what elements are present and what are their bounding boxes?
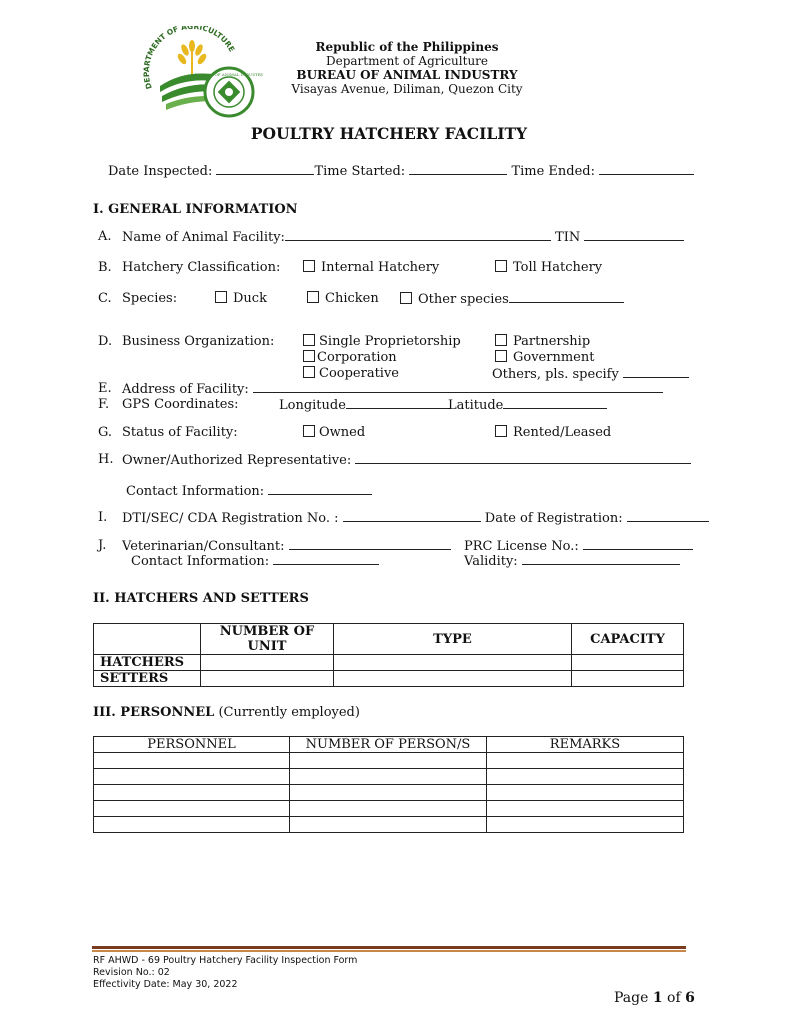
table-row [94,655,684,671]
registration-no-field[interactable] [343,510,481,522]
veterinarian-field[interactable] [289,538,451,550]
latitude-field[interactable] [503,397,607,409]
veterinarian-label: Veterinarian/Consultant: [122,539,285,554]
owner-contact-field[interactable] [268,483,372,495]
table-header: NUMBER OF UNIT [201,624,334,655]
status-facility-label: Status of Facility: [122,425,238,440]
table-row [94,817,684,833]
cooperative-label: Cooperative [319,366,399,381]
others-specify-field[interactable] [623,366,689,378]
form-title: POULTRY HATCHERY FACILITY [250,124,528,143]
table-header: REMARKS [487,737,684,753]
partnership-checkbox[interactable] [495,334,507,346]
table-cell[interactable] [487,769,684,785]
table-row [94,785,684,801]
other-species-label: Other species [418,292,509,307]
prc-license-field[interactable] [583,538,693,550]
address-field[interactable] [253,381,663,393]
corporation-checkbox[interactable] [303,350,315,362]
chicken-checkbox[interactable] [307,291,319,303]
svg-text:BUREAU OF ANIMAL INDUSTRY: BUREAU OF ANIMAL INDUSTRY [194,72,264,77]
owned-checkbox[interactable] [303,425,315,437]
table-header: NUMBER OF PERSON/S [290,737,487,753]
tin-label: TIN [555,230,581,245]
table-row [94,753,684,769]
table-cell[interactable] [290,769,487,785]
header-department: Department of Agriculture [325,54,489,68]
table-cell[interactable] [334,655,572,671]
table-cell[interactable] [94,753,290,769]
svg-text:DEPARTMENT OF AGRICULTURE: DEPARTMENT OF AGRICULTURE [141,26,237,91]
time-ended-field[interactable] [599,163,694,175]
registration-no-label: DTI/SEC/ CDA Registration No. : [122,511,339,526]
table-cell[interactable] [94,801,290,817]
footer-form-code: RF AHWD - 69 Poultry Hatchery Facility Inspection Form [93,955,358,966]
table-cell[interactable] [201,671,334,687]
gps-label: GPS Coordinates: [122,397,239,412]
header-bureau: BUREAU OF ANIMAL INDUSTRY [296,68,518,82]
row-label-hatchers: HATCHERS [94,655,201,671]
other-species-checkbox[interactable] [400,292,412,304]
table-cell[interactable] [487,801,684,817]
table-cell[interactable] [94,817,290,833]
table-cell[interactable] [290,785,487,801]
toll-hatchery-label: Toll Hatchery [513,260,603,275]
footer-revision: Revision No.: 02 [93,967,170,978]
duck-label: Duck [233,291,267,306]
footer-rule-thin [92,950,686,952]
footer-effectivity: Effectivity Date: May 30, 2022 [93,979,238,990]
latitude-label: Latitude [448,398,504,413]
time-ended-label: Time Ended: [511,164,596,179]
page-number: Page 1 of 6 [614,990,695,1006]
corporation-label: Corporation [317,350,397,365]
chicken-label: Chicken [325,291,379,306]
species-label: Species: [122,291,178,306]
item-e-letter: E. [98,381,112,396]
table-cell[interactable] [572,671,684,687]
longitude-field[interactable] [346,397,450,409]
registration-date-label: Date of Registration: [484,511,623,526]
other-species-field[interactable] [509,291,624,303]
table-cell[interactable] [201,655,334,671]
tin-field[interactable] [584,229,684,241]
vet-contact-field[interactable] [273,553,379,565]
header-republic: Republic of the Philippines [315,40,499,54]
partnership-label: Partnership [513,334,591,349]
table-cell[interactable] [290,753,487,769]
vet-contact-label: Contact Information: [131,554,270,569]
toll-hatchery-checkbox[interactable] [495,260,507,272]
table-header: TYPE [334,624,572,655]
cooperative-checkbox[interactable] [303,366,315,378]
address-label: Address of Facility: [122,382,249,397]
table-cell[interactable] [290,801,487,817]
rented-leased-label: Rented/Leased [513,425,612,440]
date-inspected-label: Date Inspected: [108,164,213,179]
government-checkbox[interactable] [495,350,507,362]
single-proprietorship-label: Single Proprietorship [319,334,461,349]
item-j-letter: J. [98,538,107,553]
item-b-letter: B. [98,260,112,275]
table-cell[interactable] [487,785,684,801]
owner-contact-label: Contact Information: [126,484,265,499]
table-row [94,769,684,785]
time-started-field[interactable] [409,163,507,175]
table-cell[interactable] [572,655,684,671]
table-header: CAPACITY [572,624,684,655]
table-cell[interactable] [487,817,684,833]
time-started-label: Time Started: [314,164,406,179]
table-cell[interactable] [290,817,487,833]
table-row [94,801,684,817]
owner-label: Owner/Authorized Representative: [122,453,352,468]
item-i-letter: I. [98,510,108,525]
item-f-letter: F. [98,397,110,412]
rented-leased-checkbox[interactable] [495,425,507,437]
section2-heading: II. HATCHERS AND SETTERS [93,591,309,606]
section1-heading: I. GENERAL INFORMATION [93,202,298,217]
table-cell[interactable] [487,753,684,769]
hatchery-classification-label: Hatchery Classification: [122,260,281,275]
internal-hatchery-checkbox[interactable] [303,260,315,272]
business-organization-label: Business Organization: [122,334,275,349]
table-header: PERSONNEL [94,737,290,753]
section3-heading: III. PERSONNEL [93,705,215,720]
row-label-setters: SETTERS [94,671,201,687]
owner-field[interactable] [355,452,691,464]
section3-note: (Currently employed) [218,705,360,720]
item-a-letter: A. [98,229,112,244]
table-cell[interactable] [94,785,290,801]
others-specify-label: Others, pls. specify [492,367,619,382]
table-cell[interactable] [94,769,290,785]
hatchers-setters-table [93,623,684,687]
facility-name-field[interactable] [285,229,551,241]
item-c-letter: C. [98,291,112,306]
duck-checkbox[interactable] [215,291,227,303]
prc-license-label: PRC License No.: [464,539,579,554]
header-address: Visayas Avenue, Diliman, Quezon City [291,82,523,96]
item-g-letter: G. [98,425,113,440]
table-cell[interactable] [334,671,572,687]
internal-hatchery-label: Internal Hatchery [321,260,440,275]
government-label: Government [513,350,595,365]
facility-name-label: Name of Animal Facility: [122,230,285,245]
registration-date-field[interactable] [627,510,709,522]
table-header [94,624,201,655]
item-d-letter: D. [98,334,113,349]
item-h-letter: H. [98,452,114,467]
longitude-label: Longitude [279,398,346,413]
footer-rule [92,946,686,949]
validity-label: Validity: [464,554,518,569]
validity-field[interactable] [522,553,680,565]
table-row [94,671,684,687]
date-inspected-field[interactable] [216,163,314,175]
single-proprietorship-checkbox[interactable] [303,334,315,346]
personnel-table [93,736,684,833]
owned-label: Owned [319,425,366,440]
